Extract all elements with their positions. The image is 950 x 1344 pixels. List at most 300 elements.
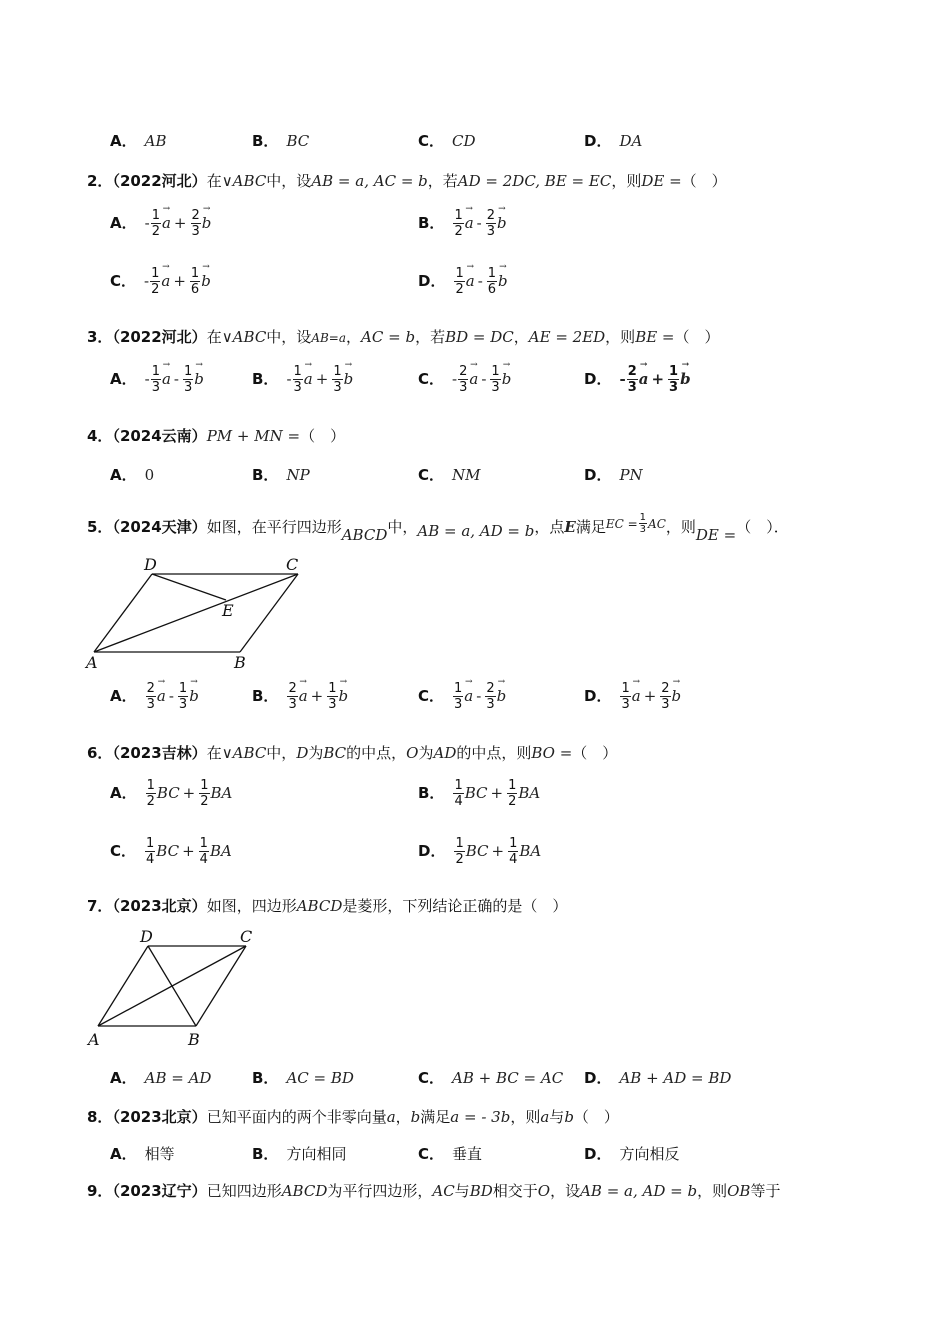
q7-option-c[interactable]: C． AB + BC = AC xyxy=(418,1069,564,1087)
fraction-numerator: 1 xyxy=(508,778,517,793)
q6-part: 中， xyxy=(266,744,297,762)
q5-math: EC = xyxy=(605,517,638,531)
q2-part: 在 xyxy=(206,172,222,190)
q9-part: 等于 xyxy=(750,1182,781,1200)
fraction xyxy=(508,836,518,867)
q8-paren: （ ） xyxy=(573,1108,619,1126)
q1-option-c[interactable]: C． CD xyxy=(418,132,476,150)
vector: BA xyxy=(519,842,542,860)
q5-math: ABCD xyxy=(341,526,388,544)
q6-math: BC xyxy=(323,744,347,762)
fraction-numerator: 1 xyxy=(190,266,200,281)
q3-option-a[interactable] xyxy=(110,364,204,395)
q3-math: BE = xyxy=(635,328,675,346)
fraction xyxy=(490,364,500,395)
q8-option-a[interactable]: A． 相等 xyxy=(110,1145,175,1163)
q9-part: 相交于 xyxy=(492,1182,538,1200)
operator: + xyxy=(182,784,196,802)
option-label: A． xyxy=(110,214,137,232)
fraction xyxy=(454,266,464,297)
q7-number: 7． xyxy=(87,897,113,915)
vector: → a xyxy=(632,687,641,705)
vector: → b xyxy=(202,214,212,232)
q4-option-d[interactable]: D． PN xyxy=(584,466,643,484)
fraction-numerator: 2 xyxy=(191,208,200,223)
q6-part: 的中点，则 xyxy=(456,744,532,762)
fraction-numerator: 1 xyxy=(454,208,463,223)
q8-part: ，则 xyxy=(510,1108,541,1126)
q3-option-d[interactable] xyxy=(584,364,691,395)
fraction-numerator: 1 xyxy=(151,266,160,281)
fraction-numerator: 1 xyxy=(621,681,630,696)
q6-options-row1 xyxy=(0,778,950,822)
fraction xyxy=(146,778,156,809)
q8-text xyxy=(87,1106,619,1127)
q1-option-a[interactable]: A． AB xyxy=(110,132,167,150)
q3-number: 3． xyxy=(87,328,113,346)
fraction-numerator: 1 xyxy=(487,266,497,281)
operator: + xyxy=(651,370,665,388)
fraction-numerator: 1 xyxy=(333,364,342,379)
q4-number: 4． xyxy=(87,427,113,445)
q3-stem xyxy=(0,326,950,356)
q5-math: AC xyxy=(648,517,666,531)
fraction-denominator: 3 xyxy=(661,697,670,712)
vector: → b xyxy=(497,214,507,232)
q4-stem xyxy=(0,425,950,455)
q1-option-b[interactable]: B． BC xyxy=(252,132,310,150)
q7-option-a[interactable]: A． AB = AD xyxy=(110,1069,212,1087)
fraction xyxy=(191,208,201,239)
q7-edge-da xyxy=(98,946,148,1026)
q7-edge-bc xyxy=(196,946,246,1026)
q7-part: 是菱形，下列结论正确的是（ ） xyxy=(342,897,568,915)
operator: - xyxy=(168,687,174,705)
q5-frac-den: 3 xyxy=(639,524,647,535)
q3-math: AE = 2ED xyxy=(528,328,606,346)
vector: → b xyxy=(194,370,204,388)
q4-option-a[interactable]: A． 0 xyxy=(110,466,155,484)
q8-number: 8． xyxy=(87,1108,113,1126)
fraction-numerator: 1 xyxy=(199,836,208,851)
fraction-denominator: 3 xyxy=(191,224,200,239)
operator: + xyxy=(310,687,324,705)
fraction xyxy=(627,364,638,395)
fraction-numerator: 1 xyxy=(491,364,500,379)
q3-part: 中，设 xyxy=(266,328,312,346)
vector: → a xyxy=(161,272,170,290)
q2-option-c[interactable] xyxy=(110,266,211,297)
operator: + xyxy=(315,370,329,388)
q3-paren: （ ） xyxy=(674,328,720,346)
operator: + xyxy=(643,687,657,705)
fraction-denominator: 3 xyxy=(288,697,297,712)
fraction-denominator: 2 xyxy=(508,794,517,809)
vector: → a xyxy=(304,370,313,388)
vector: BC xyxy=(156,784,180,802)
fraction xyxy=(199,778,209,809)
q2-options-row2 xyxy=(0,266,950,310)
operator: + xyxy=(490,784,504,802)
vector: BA xyxy=(209,842,232,860)
q2-math: AB = a, AC = b xyxy=(311,172,428,190)
vector: → b xyxy=(497,687,507,705)
q8-part: 满足 xyxy=(420,1108,451,1126)
q1-options xyxy=(0,130,950,160)
q7-source: （2023北京） xyxy=(112,897,207,915)
q8-math: a xyxy=(386,1108,396,1126)
operator: - xyxy=(173,370,179,388)
fraction xyxy=(199,836,209,867)
q6-math: O xyxy=(406,744,419,762)
q8-option-b[interactable]: B． 方向相同 xyxy=(252,1145,347,1163)
q3-part: 在 xyxy=(206,328,222,346)
q6-option-c[interactable] xyxy=(110,836,232,867)
q8-source: （2023北京） xyxy=(112,1108,207,1126)
q6-source: （2023吉林） xyxy=(112,744,207,762)
q2-math: DE = xyxy=(641,172,682,190)
option-label: B． xyxy=(252,370,279,388)
fraction-denominator: 3 xyxy=(486,697,495,712)
option-label: A． xyxy=(110,784,137,802)
fraction-denominator: 3 xyxy=(146,697,155,712)
q8-stem xyxy=(0,1106,950,1136)
vector: → b xyxy=(680,370,691,388)
q2-part: ，若 xyxy=(427,172,458,190)
q2-math: AD = 2DC, BE = EC xyxy=(457,172,612,190)
q9-number: 9． xyxy=(87,1182,113,1200)
fraction xyxy=(454,836,464,867)
fraction-numerator: 2 xyxy=(627,364,637,379)
q9-math: O xyxy=(537,1182,551,1200)
q5-text xyxy=(87,512,789,544)
option-label: C． xyxy=(110,272,137,290)
fraction-denominator: 3 xyxy=(151,380,160,395)
option-label: B． xyxy=(418,784,445,802)
fraction-denominator: 2 xyxy=(455,852,464,867)
vector: → b xyxy=(201,272,211,290)
fraction-numerator: 1 xyxy=(151,364,160,379)
fraction-numerator: 1 xyxy=(146,778,155,793)
q9-part: 与 xyxy=(454,1182,470,1200)
fraction-denominator: 2 xyxy=(146,794,155,809)
fraction xyxy=(151,364,161,395)
fraction-numerator: 1 xyxy=(455,266,464,281)
sign: - xyxy=(144,214,150,232)
fraction-numerator: 1 xyxy=(509,836,518,851)
vector: BA xyxy=(210,784,233,802)
fraction xyxy=(453,208,463,239)
vector: → a xyxy=(466,272,475,290)
vector: BA xyxy=(518,784,541,802)
q9-part: ，则 xyxy=(697,1182,728,1200)
q3-math: BD = DC xyxy=(445,328,514,346)
fraction xyxy=(453,681,463,712)
q3-math: ∨ABC xyxy=(221,328,267,346)
q3-part: ， xyxy=(513,328,529,346)
q6-math: ∨ABC xyxy=(221,744,267,762)
sign: - xyxy=(144,370,150,388)
vector: → a xyxy=(162,370,171,388)
q9-math: AC xyxy=(432,1182,455,1200)
q6-option-b[interactable] xyxy=(418,778,540,809)
fraction-numerator: 2 xyxy=(486,681,495,696)
fraction-numerator: 1 xyxy=(184,364,193,379)
q2-option-b[interactable] xyxy=(418,208,507,239)
fraction xyxy=(668,364,679,395)
fraction-denominator: 3 xyxy=(459,380,468,395)
fraction-denominator: 3 xyxy=(328,697,337,712)
fraction-denominator: 4 xyxy=(199,852,208,867)
operator: + xyxy=(491,842,505,860)
q2-options-row1 xyxy=(0,208,950,252)
q5-part: 中， xyxy=(387,518,418,536)
q6-math: BO = xyxy=(531,744,573,762)
fraction xyxy=(486,208,496,239)
sign: - xyxy=(619,370,626,388)
q5-source: （2024天津） xyxy=(112,518,207,536)
q5-label-c: C xyxy=(286,555,299,574)
q9-part: 已知四边形 xyxy=(206,1182,282,1200)
fraction-denominator: 3 xyxy=(454,697,463,712)
operator: + xyxy=(182,842,195,860)
q2-number: 2． xyxy=(87,172,113,190)
q5-label-d: D xyxy=(144,555,157,574)
option-label: D． xyxy=(584,687,612,705)
fraction-numerator: 1 xyxy=(454,681,463,696)
fraction-denominator: 3 xyxy=(486,224,496,239)
q4-expr: PM + MN = xyxy=(206,427,301,445)
q2-option-d[interactable] xyxy=(418,266,508,297)
fraction-numerator: 1 xyxy=(151,208,160,223)
q9-part: ，设 xyxy=(550,1182,581,1200)
q4-text xyxy=(87,425,345,446)
vector: → b xyxy=(339,687,349,705)
q5-option-d[interactable] xyxy=(584,681,681,712)
vector: → a xyxy=(157,687,166,705)
q7-label-b: B xyxy=(188,1030,200,1049)
q6-text xyxy=(87,742,617,763)
q4-paren: （ ） xyxy=(300,427,346,445)
q5-math: E xyxy=(564,518,576,536)
fraction xyxy=(287,681,297,712)
q7-option-b[interactable]: B． AC = BD xyxy=(252,1069,354,1087)
q2-text xyxy=(87,170,727,191)
q7-math: ABCD xyxy=(296,897,343,915)
q5-fraction xyxy=(639,512,647,535)
vector: BC xyxy=(465,842,489,860)
vector: → b xyxy=(189,687,199,705)
q5-stem xyxy=(0,510,950,546)
q6-part: 为 xyxy=(418,744,434,762)
q5-paren: （ ）． xyxy=(736,518,789,536)
q5-option-b[interactable] xyxy=(252,681,348,712)
option-label: B． xyxy=(252,687,279,705)
q5-label-a: A xyxy=(86,653,98,672)
q7-diagonal-bd xyxy=(148,946,196,1026)
vector: → a xyxy=(469,370,478,388)
q7-options xyxy=(0,1067,950,1097)
q6-stem xyxy=(0,742,950,772)
q5-options xyxy=(0,681,950,725)
q7-part: 如图，四边形 xyxy=(206,897,297,915)
q3-part: ， xyxy=(346,328,362,346)
q2-math: ∨ABC xyxy=(221,172,267,190)
sign: - xyxy=(286,370,292,388)
q2-option-a[interactable] xyxy=(110,208,211,239)
fraction-numerator: 1 xyxy=(146,836,155,851)
fraction-denominator: 2 xyxy=(200,794,209,809)
fraction-numerator: 2 xyxy=(288,681,297,696)
q3-math: AB=a xyxy=(311,331,347,345)
option-label: B． xyxy=(418,214,445,232)
q5-number: 5． xyxy=(87,518,113,536)
fraction-denominator: 3 xyxy=(627,380,637,395)
fraction-numerator: 1 xyxy=(455,836,464,851)
option-label: D． xyxy=(418,272,446,290)
operator: - xyxy=(477,272,483,290)
fraction xyxy=(332,364,342,395)
fraction-numerator: 1 xyxy=(328,681,337,696)
q4-option-c[interactable]: C． NM xyxy=(418,466,481,484)
q6-part: 在 xyxy=(206,744,222,762)
fraction-denominator: 6 xyxy=(487,282,497,297)
fraction-denominator: 3 xyxy=(184,380,193,395)
q3-option-c[interactable] xyxy=(418,364,511,395)
option-label: A． xyxy=(110,687,137,705)
fraction xyxy=(150,266,160,297)
fraction-denominator: 3 xyxy=(293,380,302,395)
fraction xyxy=(660,681,670,712)
q3-part: ，则 xyxy=(605,328,636,346)
q8-math: a = - 3b xyxy=(450,1108,511,1126)
q5-math: AB = a, AD = b xyxy=(417,522,535,540)
q9-math: AB = a, AD = b xyxy=(580,1182,698,1200)
option-label: C． xyxy=(418,370,445,388)
q8-part: 已知平面内的两个非零向量 xyxy=(206,1108,387,1126)
q4-source: （2024云南） xyxy=(112,427,207,445)
q9-part: 为平行四边形， xyxy=(327,1182,433,1200)
q2-stem xyxy=(0,170,950,200)
fraction xyxy=(620,681,630,712)
fraction xyxy=(190,266,200,297)
q3-options xyxy=(0,364,950,408)
q3-option-b[interactable] xyxy=(252,364,353,395)
q5-diagonal-ac xyxy=(94,574,298,652)
q5-parallelogram-figure xyxy=(80,552,320,674)
fraction-denominator: 3 xyxy=(333,380,342,395)
q8-options xyxy=(0,1143,950,1173)
q8-option-c[interactable]: C． 垂直 xyxy=(418,1145,483,1163)
fraction xyxy=(458,364,468,395)
q3-math: AC = b xyxy=(361,328,416,346)
q5-label-b: B xyxy=(234,653,246,672)
sign: - xyxy=(452,370,458,388)
q6-option-d[interactable] xyxy=(418,836,541,867)
q7-label-d: D xyxy=(140,927,153,946)
q5-part: 满足 xyxy=(575,518,606,536)
q5-option-c[interactable] xyxy=(418,681,506,712)
q7-stem xyxy=(0,895,950,925)
q8-option-d[interactable]: D． 方向相反 xyxy=(584,1145,680,1163)
q8-math: b xyxy=(564,1108,574,1126)
fraction xyxy=(146,681,156,712)
vector: → b xyxy=(498,272,508,290)
fraction xyxy=(178,681,188,712)
q2-source: （2022河北） xyxy=(112,172,207,190)
q8-part: ， xyxy=(395,1108,411,1126)
vector: → a xyxy=(639,370,649,388)
q9-stem xyxy=(0,1180,950,1210)
fraction xyxy=(453,778,463,809)
operator: - xyxy=(476,687,482,705)
option-label: D． xyxy=(418,842,446,860)
fraction-numerator: 2 xyxy=(661,681,670,696)
q7-rhombus-figure xyxy=(82,924,272,1050)
vector: → a xyxy=(299,687,308,705)
q8-math: b xyxy=(410,1108,421,1126)
q9-math: ABCD xyxy=(281,1182,328,1200)
q4-option-b[interactable]: B． NP xyxy=(252,466,310,484)
fraction-denominator: 2 xyxy=(454,224,463,239)
fraction-numerator: 1 xyxy=(669,364,679,379)
option-label: C． xyxy=(110,842,137,860)
q5-option-a[interactable] xyxy=(110,681,199,712)
fraction xyxy=(145,836,155,867)
q3-part: ，若 xyxy=(415,328,446,346)
q8-part: 与 xyxy=(549,1108,565,1126)
q9-text xyxy=(87,1180,780,1201)
q5-segment-de xyxy=(152,574,226,600)
fraction-numerator: 2 xyxy=(459,364,468,379)
q1-option-d[interactable]: D． DA xyxy=(584,132,643,150)
q5-label-e: E xyxy=(222,601,234,620)
fraction-numerator: 1 xyxy=(454,778,463,793)
fraction-numerator: 1 xyxy=(178,681,188,696)
q7-text xyxy=(87,895,567,916)
q8-math: a xyxy=(540,1108,550,1126)
vector: → b xyxy=(672,687,682,705)
operator: + xyxy=(173,214,187,232)
fraction-denominator: 6 xyxy=(190,282,200,297)
fraction xyxy=(151,208,161,239)
q5-part: ，点 xyxy=(534,518,565,536)
vector: → a xyxy=(464,687,473,705)
fraction-denominator: 3 xyxy=(669,380,679,395)
q6-number: 6． xyxy=(87,744,113,762)
operator: + xyxy=(173,272,186,290)
q5-part: 如图，在平行四边形 xyxy=(206,518,342,536)
option-label: D． xyxy=(584,370,612,388)
fraction-denominator: 2 xyxy=(151,224,160,239)
q4-options xyxy=(0,464,950,494)
q6-part: 为 xyxy=(308,744,324,762)
q6-paren: （ ） xyxy=(572,744,618,762)
q7-option-d[interactable]: D． AB + AD = BD xyxy=(584,1069,732,1087)
q6-math: D xyxy=(296,744,309,762)
q6-option-a[interactable] xyxy=(110,778,232,809)
fraction xyxy=(183,364,193,395)
q2-part: 中，设 xyxy=(266,172,312,190)
q6-options-row2 xyxy=(0,836,950,880)
q9-math: OB xyxy=(727,1182,751,1200)
fraction-denominator: 2 xyxy=(151,282,160,297)
q3-text xyxy=(87,326,720,347)
fraction xyxy=(485,681,495,712)
q5-frac-num: 1 xyxy=(639,512,647,523)
fraction xyxy=(507,778,517,809)
q9-math: BD xyxy=(469,1182,493,1200)
